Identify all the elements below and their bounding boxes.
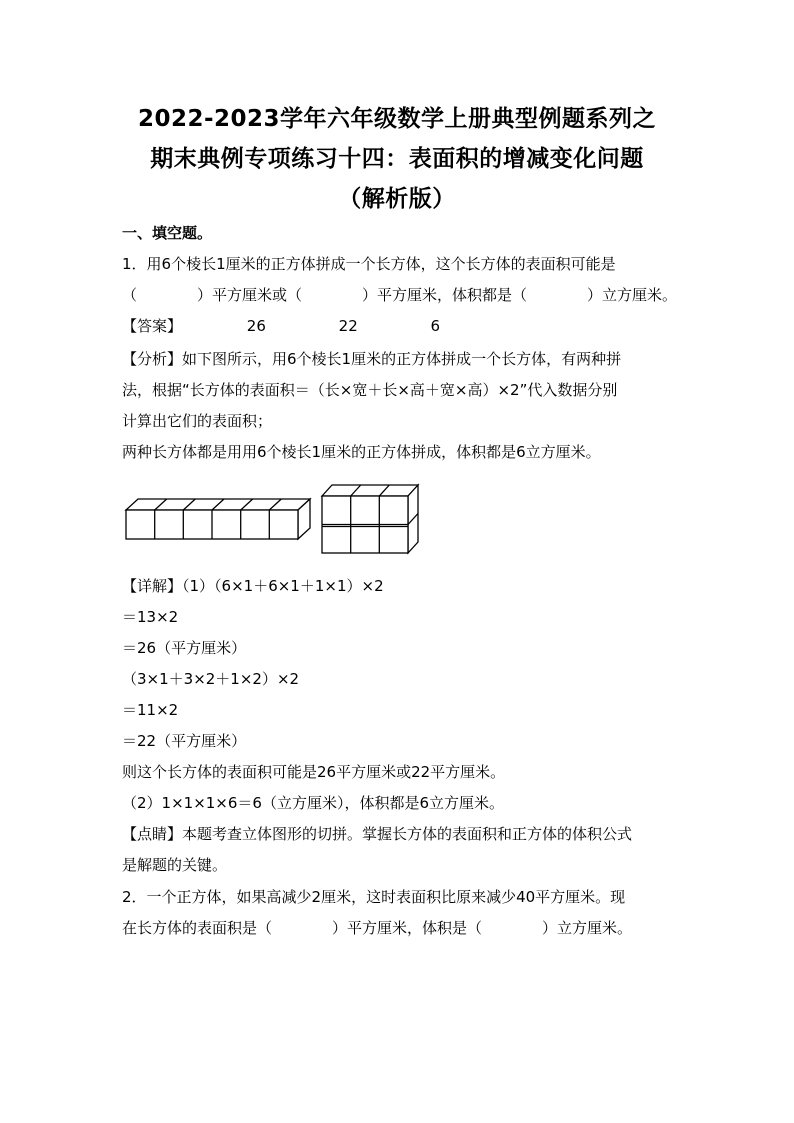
cuboid-6x1x1-figure [124,496,314,542]
q1-stem-line1: 1．用6个棱长1厘米的正方体拼成一个长方体，这个长方体的表面积可能是 [122,255,616,273]
doc-title-line3: （解析版） [338,186,456,212]
q1-answer-row [122,315,440,336]
q2-stem-line1: 2．一个正方体，如果高减少2厘米，这时表面积比原来减少40平方厘米。现 [122,888,626,906]
q1-comment-line2: 是解题的关键。 [122,856,228,874]
q1-detail-line6: ＝22（平方厘米） [122,732,247,750]
q1-comment-line1: 【点睛】本题考查立体图形的切拼。掌握长方体的表面积和正方体的体积公式 [122,825,633,843]
answer-value-1: 26 [246,317,266,335]
q1-detail-line4: （3×1＋3×2＋1×2）×2 [122,670,300,688]
q1-detail-line2: ＝13×2 [122,608,179,626]
cuboid-3x2x1-figure [318,482,422,556]
doc-title-line1: 2022-2023学年六年级数学上册典型例题系列之 [137,106,657,132]
q1-detail-line3: ＝26（平方厘米） [122,639,247,657]
q1-analysis-line2: 法，根据“长方体的表面积＝（长×宽＋长×高＋宽×高）×2”代入数据分别 [122,381,618,399]
doc-title-line2: 期末典例专项练习十四：表面积的增减变化问题 [150,146,644,172]
q1-detail-line1: 【详解】（1）（6×1＋6×1＋1×1）×2 [122,577,384,595]
answer-value-3: 6 [430,317,441,335]
q2-stem-line2: 在长方体的表面积是（ ）平方厘米，体积是（ ）立方厘米。 [122,919,633,937]
q1-detail-line8: （2）1×1×1×6＝6（立方厘米），体积都是6立方厘米。 [122,794,505,812]
q1-analysis-line1: 【分析】如下图所示，用6个棱长1厘米的正方体拼成一个长方体，有两种拼 [122,350,622,368]
answer-value-2: 22 [338,317,358,335]
q1-analysis-line4: 两种长方体都是用用6个棱长1厘米的正方体拼成，体积都是6立方厘米。 [122,443,601,461]
q1-detail-line7: 则这个长方体的表面积可能是26平方厘米或22平方厘米。 [122,763,506,781]
q1-analysis-line3: 计算出它们的表面积； [122,412,273,430]
section-heading: 一、填空题。 [122,224,213,242]
q1-detail-line5: ＝11×2 [122,701,179,719]
q1-stem-line2: （ ）平方厘米或（ ）平方厘米，体积都是（ ）立方厘米。 [122,286,678,304]
answer-label: 【答案】 [122,317,183,335]
